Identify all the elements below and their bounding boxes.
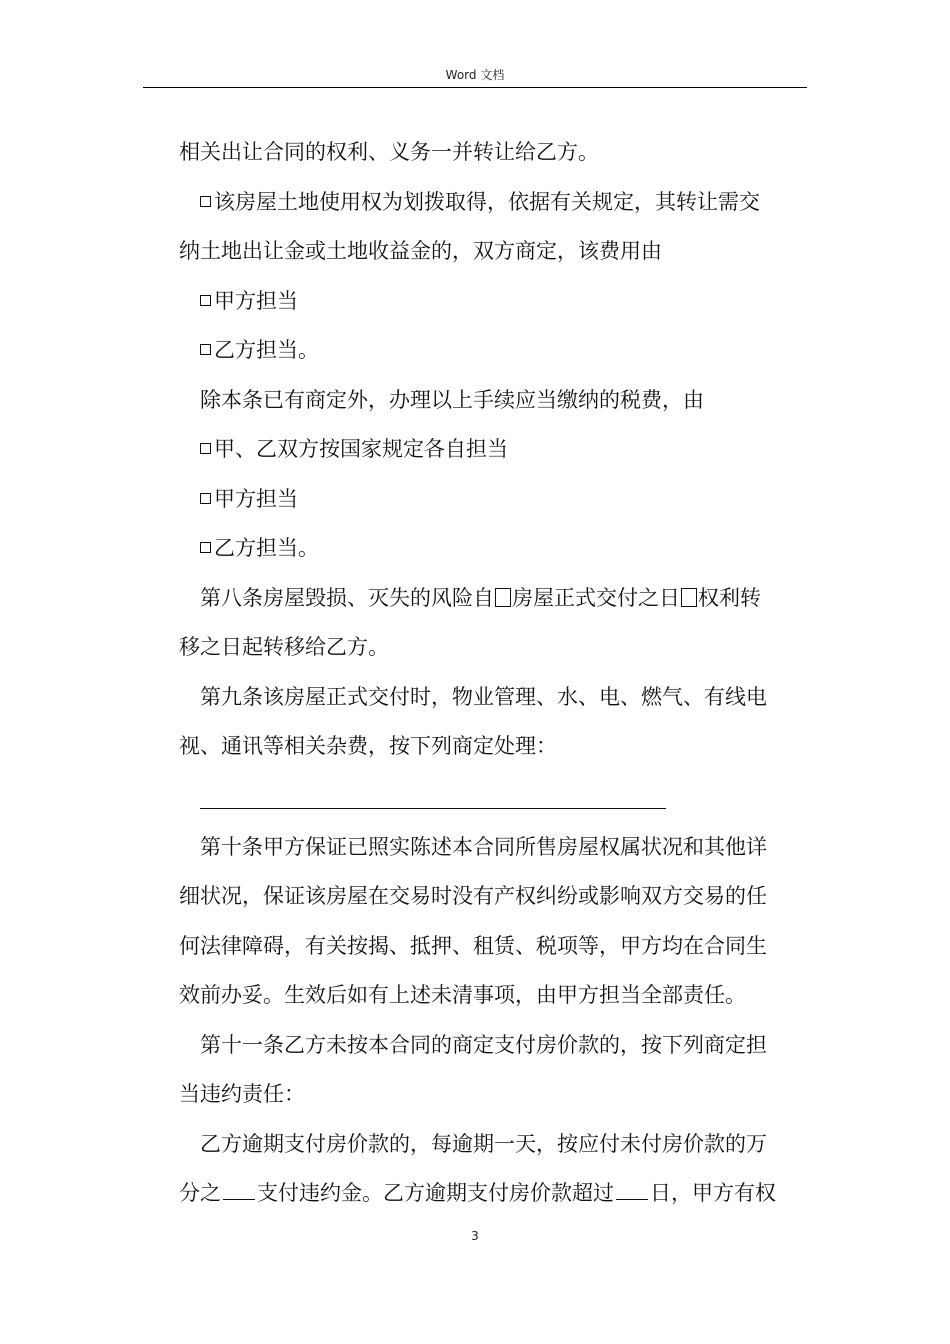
text-segment: 日，甲方有权: [650, 1181, 776, 1205]
page-header: Word 文档: [445, 68, 505, 82]
text-line: 第十条甲方保证已照实陈述本合同所售房屋权属状况和其他详: [200, 834, 767, 859]
header-rule: [143, 87, 807, 88]
page-number: 3: [471, 1229, 479, 1243]
text-line: 移之日起转移给乙方。: [179, 635, 389, 659]
checkbox-icon[interactable]: [200, 196, 211, 207]
option-line: [179, 277, 811, 327]
text-segment: 权利转: [698, 585, 761, 610]
fill-in-blank[interactable]: [616, 1179, 648, 1200]
option-text: 甲方担当: [214, 486, 298, 511]
option-text: 乙方担当。: [214, 338, 319, 362]
option-text: 甲方担当: [214, 288, 298, 313]
text-line: 第九条该房屋正式交付时，物业管理、水、电、燃气、有线电: [200, 684, 767, 709]
text-segment: 第八条房屋毁损、灭失的风险自: [200, 585, 494, 610]
blank-fill-line: [179, 1169, 811, 1219]
text-line: 细状况，保证该房屋在交易时没有产权纠纷或影响双方交易的任: [179, 884, 767, 908]
document-body: [179, 128, 811, 1219]
text-line: 第十一条乙方未按本合同的商定支付房价款的，按下列商定担: [200, 1032, 767, 1057]
checkbox-icon[interactable]: [681, 588, 697, 607]
checkbox-icon[interactable]: [495, 588, 511, 607]
text-segment: 支付违约金。乙方逾期支付房价款超过: [257, 1181, 614, 1205]
option-line: [179, 475, 811, 525]
option-line: [179, 425, 811, 475]
checkbox-icon[interactable]: [200, 542, 211, 553]
checkbox-icon[interactable]: [200, 344, 211, 355]
option-text: 该房屋土地使用权为划拨取得，依据有关规定，其转让需交: [214, 189, 760, 214]
text-line: 何法律障碍，有关按揭、抵押、租赁、税项等，甲方均在合同生: [179, 933, 767, 958]
option-line: [179, 326, 811, 376]
text-segment: 分之: [179, 1181, 221, 1205]
option-line: [179, 524, 811, 574]
checkbox-icon[interactable]: [200, 493, 211, 504]
article-8-line: [179, 574, 811, 624]
text-line: 效前办妥。生效后如有上述未清事项，由甲方担当全部责任。: [179, 983, 746, 1007]
text-line: 除本条已有商定外，办理以上手续应当缴纳的税费，由: [200, 387, 704, 412]
option-text: 甲、乙双方按国家规定各自担当: [214, 437, 508, 461]
fill-in-blank[interactable]: [223, 1179, 255, 1200]
text-line: 相关出让合同的权利、义务一并转让给乙方。: [179, 140, 599, 164]
option-text: 乙方担当。: [214, 536, 319, 560]
checkbox-icon[interactable]: [200, 443, 211, 454]
text-line: 视、通讯等相关杂费，按下列商定处理：: [179, 734, 557, 758]
text-line: 当违约责任：: [179, 1082, 305, 1106]
checkbox-icon[interactable]: [200, 295, 211, 306]
text-line: 乙方逾期支付房价款的，每逾期一天，按应付未付房价款的万: [200, 1131, 767, 1156]
option-line: [179, 178, 811, 228]
fill-in-blank-line[interactable]: [200, 772, 666, 809]
text-line: 纳土地出让金或土地收益金的，双方商定，该费用由: [179, 239, 662, 263]
text-segment: 房屋正式交付之日: [512, 585, 680, 610]
